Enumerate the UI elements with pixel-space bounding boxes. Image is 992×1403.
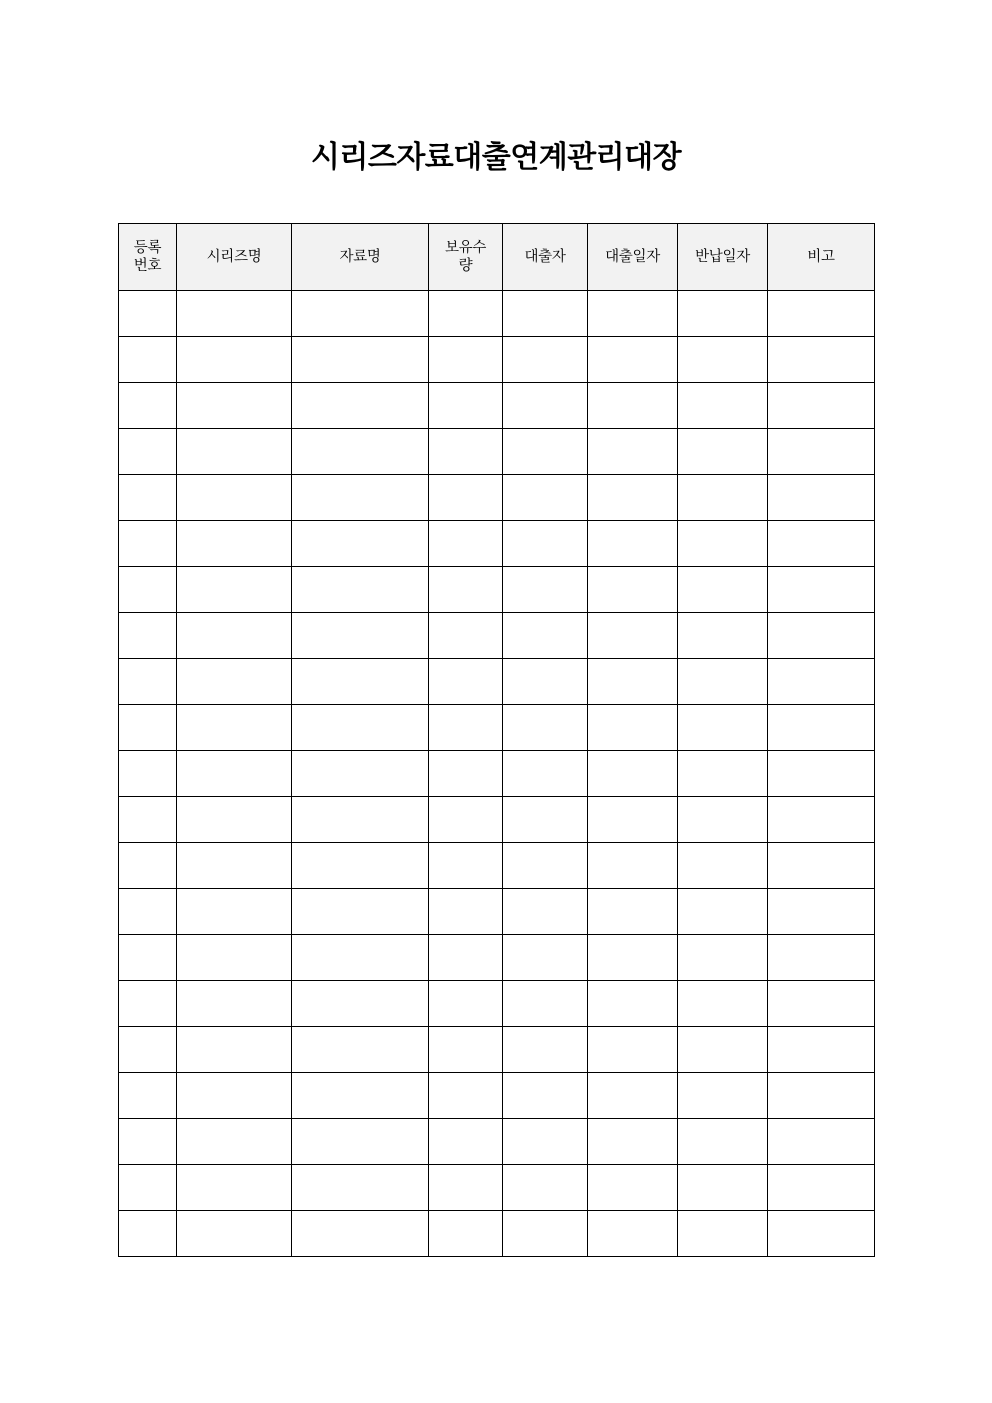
table-cell-borrower[interactable]	[503, 797, 588, 843]
table-cell-note[interactable]	[768, 1027, 875, 1073]
table-cell-retDate[interactable]	[678, 797, 768, 843]
table-cell-lendDate[interactable]	[588, 567, 678, 613]
table-cell-title[interactable]	[292, 659, 429, 705]
table-cell-series[interactable]	[177, 1165, 292, 1211]
table-cell-title[interactable]	[292, 1027, 429, 1073]
table-cell-qty[interactable]	[429, 429, 503, 475]
table-cell-title[interactable]	[292, 843, 429, 889]
table-cell-lendDate[interactable]	[588, 1027, 678, 1073]
column-header-qty-line2: 량	[458, 258, 473, 274]
table-cell-borrower[interactable]	[503, 521, 588, 567]
column-header-qty	[429, 224, 503, 291]
table-cell-qty[interactable]	[429, 659, 503, 705]
table-cell-lendDate[interactable]	[588, 613, 678, 659]
table-header-row	[119, 224, 875, 291]
table-cell-regno[interactable]	[119, 1119, 177, 1165]
table-cell-qty[interactable]	[429, 475, 503, 521]
table-cell-retDate[interactable]	[678, 1211, 768, 1257]
column-header-series: 시리즈명	[177, 224, 292, 291]
table-cell-retDate[interactable]	[678, 567, 768, 613]
table-cell-retDate[interactable]	[678, 475, 768, 521]
table-cell-title[interactable]	[292, 337, 429, 383]
table-cell-lendDate[interactable]	[588, 797, 678, 843]
table-cell-retDate[interactable]	[678, 291, 768, 337]
table-cell-retDate[interactable]	[678, 1027, 768, 1073]
table-cell-series[interactable]	[177, 889, 292, 935]
table-cell-title[interactable]	[292, 383, 429, 429]
ledger-table	[118, 223, 875, 1257]
column-header-regno	[119, 224, 177, 291]
table-cell-borrower[interactable]	[503, 1027, 588, 1073]
table-cell-qty[interactable]	[429, 1073, 503, 1119]
table-cell-regno[interactable]	[119, 659, 177, 705]
table-cell-note[interactable]	[768, 1073, 875, 1119]
table-cell-title[interactable]	[292, 1073, 429, 1119]
column-header-regno-line2: 번호	[133, 258, 162, 274]
table-row	[119, 521, 875, 567]
table-cell-title[interactable]	[292, 521, 429, 567]
table-cell-series[interactable]	[177, 1027, 292, 1073]
table-row	[119, 291, 875, 337]
table-cell-lendDate[interactable]	[588, 291, 678, 337]
table-cell-borrower[interactable]	[503, 981, 588, 1027]
table-cell-series[interactable]	[177, 935, 292, 981]
table-cell-regno[interactable]	[119, 981, 177, 1027]
table-cell-note[interactable]	[768, 567, 875, 613]
table-row	[119, 843, 875, 889]
table-cell-lendDate[interactable]	[588, 981, 678, 1027]
table-cell-title[interactable]	[292, 1165, 429, 1211]
table-cell-borrower[interactable]	[503, 475, 588, 521]
table-cell-regno[interactable]	[119, 1073, 177, 1119]
table-cell-borrower[interactable]	[503, 1211, 588, 1257]
table-cell-lendDate[interactable]	[588, 1211, 678, 1257]
table-cell-series[interactable]	[177, 751, 292, 797]
table-cell-title[interactable]	[292, 981, 429, 1027]
table-header	[119, 224, 875, 291]
table-row	[119, 567, 875, 613]
table-row	[119, 751, 875, 797]
table-cell-qty[interactable]	[429, 1165, 503, 1211]
table-cell-qty[interactable]	[429, 1119, 503, 1165]
table-cell-borrower[interactable]	[503, 567, 588, 613]
table-cell-lendDate[interactable]	[588, 659, 678, 705]
table-cell-regno[interactable]	[119, 337, 177, 383]
table-cell-note[interactable]	[768, 1119, 875, 1165]
table-cell-qty[interactable]	[429, 797, 503, 843]
table-cell-title[interactable]	[292, 567, 429, 613]
table-row	[119, 337, 875, 383]
table-cell-note[interactable]	[768, 843, 875, 889]
table-cell-regno[interactable]	[119, 613, 177, 659]
page-title: 시리즈자료대출연계관리대장	[310, 141, 682, 174]
table-cell-title[interactable]	[292, 797, 429, 843]
table-cell-note[interactable]	[768, 613, 875, 659]
ledger-table-container	[0, 223, 992, 1257]
table-cell-retDate[interactable]	[678, 429, 768, 475]
table-cell-qty[interactable]	[429, 1027, 503, 1073]
table-cell-retDate[interactable]	[678, 337, 768, 383]
table-cell-regno[interactable]	[119, 1211, 177, 1257]
table-cell-lendDate[interactable]	[588, 475, 678, 521]
table-cell-qty[interactable]	[429, 705, 503, 751]
table-row	[119, 1165, 875, 1211]
table-cell-title[interactable]	[292, 613, 429, 659]
table-cell-qty[interactable]	[429, 337, 503, 383]
table-cell-borrower[interactable]	[503, 337, 588, 383]
table-cell-borrower[interactable]	[503, 751, 588, 797]
table-cell-borrower[interactable]	[503, 291, 588, 337]
table-cell-lendDate[interactable]	[588, 1165, 678, 1211]
table-cell-title[interactable]	[292, 935, 429, 981]
column-header-borrower: 대출자	[503, 224, 588, 291]
table-cell-qty[interactable]	[429, 981, 503, 1027]
table-cell-retDate[interactable]	[678, 705, 768, 751]
column-header-lend-date: 대출일자	[588, 224, 678, 291]
table-cell-note[interactable]	[768, 475, 875, 521]
table-cell-series[interactable]	[177, 383, 292, 429]
table-cell-retDate[interactable]	[678, 981, 768, 1027]
table-cell-title[interactable]	[292, 751, 429, 797]
column-header-title: 자료명	[292, 224, 429, 291]
table-row	[119, 797, 875, 843]
table-cell-note[interactable]	[768, 1165, 875, 1211]
table-body	[119, 291, 875, 1257]
table-cell-regno[interactable]	[119, 889, 177, 935]
table-cell-borrower[interactable]	[503, 383, 588, 429]
table-cell-qty[interactable]	[429, 521, 503, 567]
table-cell-regno[interactable]	[119, 567, 177, 613]
table-cell-borrower[interactable]	[503, 1073, 588, 1119]
table-row	[119, 935, 875, 981]
table-cell-series[interactable]	[177, 1073, 292, 1119]
table-cell-borrower[interactable]	[503, 613, 588, 659]
table-cell-title[interactable]	[292, 889, 429, 935]
table-row	[119, 429, 875, 475]
table-cell-series[interactable]	[177, 797, 292, 843]
table-cell-retDate[interactable]	[678, 889, 768, 935]
table-cell-note[interactable]	[768, 429, 875, 475]
table-row	[119, 659, 875, 705]
table-cell-lendDate[interactable]	[588, 935, 678, 981]
table-cell-regno[interactable]	[119, 291, 177, 337]
table-cell-note[interactable]	[768, 981, 875, 1027]
table-cell-regno[interactable]	[119, 935, 177, 981]
table-cell-series[interactable]	[177, 475, 292, 521]
table-cell-qty[interactable]	[429, 567, 503, 613]
table-cell-note[interactable]	[768, 889, 875, 935]
table-cell-retDate[interactable]	[678, 751, 768, 797]
table-cell-lendDate[interactable]	[588, 751, 678, 797]
table-cell-series[interactable]	[177, 567, 292, 613]
table-cell-series[interactable]	[177, 705, 292, 751]
table-row	[119, 981, 875, 1027]
table-cell-note[interactable]	[768, 797, 875, 843]
table-cell-note[interactable]	[768, 383, 875, 429]
table-cell-series[interactable]	[177, 1119, 292, 1165]
table-cell-note[interactable]	[768, 1211, 875, 1257]
table-cell-qty[interactable]	[429, 843, 503, 889]
table-cell-series[interactable]	[177, 429, 292, 475]
table-cell-note[interactable]	[768, 337, 875, 383]
table-cell-title[interactable]	[292, 705, 429, 751]
table-cell-borrower[interactable]	[503, 705, 588, 751]
table-cell-regno[interactable]	[119, 751, 177, 797]
table-cell-retDate[interactable]	[678, 843, 768, 889]
table-cell-lendDate[interactable]	[588, 337, 678, 383]
table-cell-lendDate[interactable]	[588, 705, 678, 751]
table-cell-series[interactable]	[177, 291, 292, 337]
table-cell-qty[interactable]	[429, 383, 503, 429]
table-cell-qty[interactable]	[429, 291, 503, 337]
table-cell-lendDate[interactable]	[588, 521, 678, 567]
table-cell-note[interactable]	[768, 291, 875, 337]
table-row	[119, 475, 875, 521]
table-cell-retDate[interactable]	[678, 1073, 768, 1119]
table-cell-retDate[interactable]	[678, 1119, 768, 1165]
table-cell-note[interactable]	[768, 751, 875, 797]
table-cell-note[interactable]	[768, 659, 875, 705]
table-cell-series[interactable]	[177, 659, 292, 705]
table-cell-retDate[interactable]	[678, 1165, 768, 1211]
table-cell-borrower[interactable]	[503, 1165, 588, 1211]
table-row	[119, 889, 875, 935]
table-cell-regno[interactable]	[119, 843, 177, 889]
table-cell-title[interactable]	[292, 1211, 429, 1257]
table-cell-series[interactable]	[177, 1211, 292, 1257]
table-row	[119, 705, 875, 751]
column-header-note: 비고	[768, 224, 875, 291]
table-cell-borrower[interactable]	[503, 429, 588, 475]
table-row	[119, 1119, 875, 1165]
table-cell-borrower[interactable]	[503, 889, 588, 935]
table-row	[119, 1211, 875, 1257]
table-cell-retDate[interactable]	[678, 521, 768, 567]
column-header-regno-line1: 등록	[133, 239, 162, 256]
table-cell-lendDate[interactable]	[588, 429, 678, 475]
table-cell-retDate[interactable]	[678, 935, 768, 981]
table-row	[119, 383, 875, 429]
table-cell-regno[interactable]	[119, 383, 177, 429]
table-cell-borrower[interactable]	[503, 935, 588, 981]
table-cell-note[interactable]	[768, 705, 875, 751]
table-cell-lendDate[interactable]	[588, 1073, 678, 1119]
table-cell-qty[interactable]	[429, 751, 503, 797]
table-cell-qty[interactable]	[429, 1211, 503, 1257]
table-cell-regno[interactable]	[119, 475, 177, 521]
table-cell-regno[interactable]	[119, 1165, 177, 1211]
table-cell-borrower[interactable]	[503, 1119, 588, 1165]
table-cell-qty[interactable]	[429, 935, 503, 981]
table-cell-borrower[interactable]	[503, 843, 588, 889]
table-cell-series[interactable]	[177, 337, 292, 383]
table-cell-regno[interactable]	[119, 521, 177, 567]
table-cell-lendDate[interactable]	[588, 383, 678, 429]
table-cell-regno[interactable]	[119, 797, 177, 843]
table-cell-series[interactable]	[177, 843, 292, 889]
column-header-qty-line1: 보유수	[444, 239, 487, 256]
table-cell-note[interactable]	[768, 521, 875, 567]
table-cell-lendDate[interactable]	[588, 1119, 678, 1165]
table-cell-series[interactable]	[177, 521, 292, 567]
table-cell-regno[interactable]	[119, 429, 177, 475]
table-cell-borrower[interactable]	[503, 659, 588, 705]
table-cell-title[interactable]	[292, 291, 429, 337]
table-cell-title[interactable]	[292, 475, 429, 521]
table-cell-series[interactable]	[177, 613, 292, 659]
table-row	[119, 1073, 875, 1119]
table-cell-regno[interactable]	[119, 1027, 177, 1073]
table-cell-regno[interactable]	[119, 705, 177, 751]
table-cell-title[interactable]	[292, 1119, 429, 1165]
table-cell-qty[interactable]	[429, 889, 503, 935]
table-row	[119, 1027, 875, 1073]
table-cell-retDate[interactable]	[678, 613, 768, 659]
table-cell-series[interactable]	[177, 981, 292, 1027]
table-cell-lendDate[interactable]	[588, 889, 678, 935]
table-cell-note[interactable]	[768, 935, 875, 981]
column-header-return-date: 반납일자	[678, 224, 768, 291]
table-cell-retDate[interactable]	[678, 659, 768, 705]
table-cell-retDate[interactable]	[678, 383, 768, 429]
table-cell-title[interactable]	[292, 429, 429, 475]
table-cell-qty[interactable]	[429, 613, 503, 659]
table-cell-lendDate[interactable]	[588, 843, 678, 889]
table-row	[119, 613, 875, 659]
